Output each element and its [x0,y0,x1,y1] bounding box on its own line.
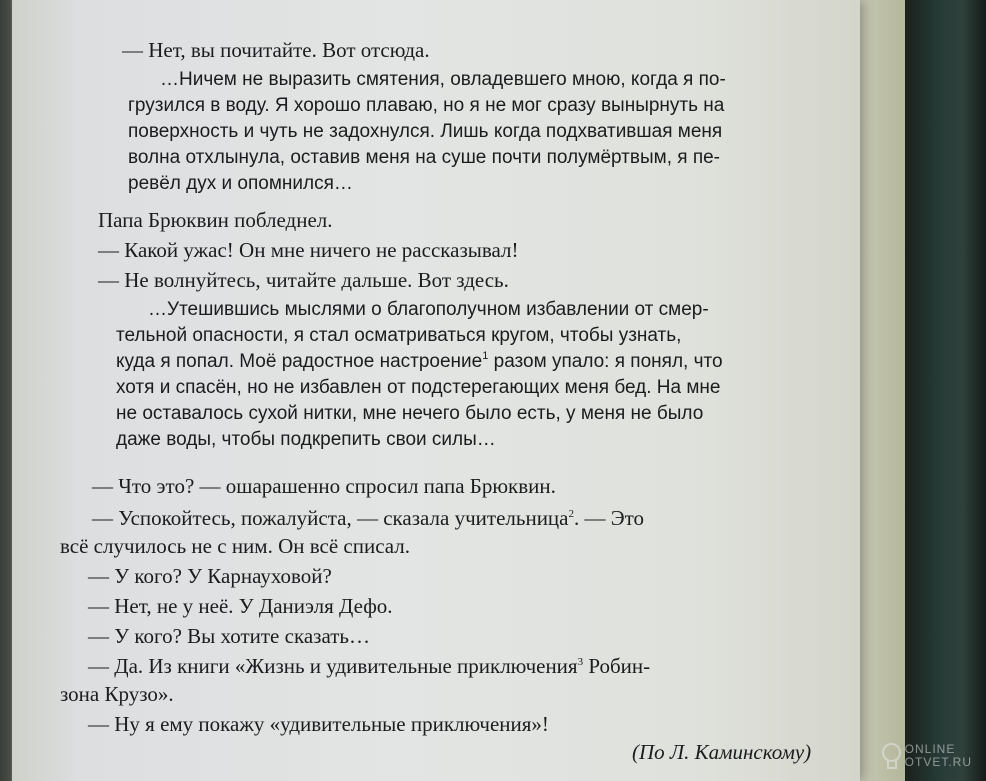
text-line: грузился в воду. Я хорошо плаваю, но я не мог сразу вынырнуть на [128,95,725,116]
watermark [881,743,972,769]
text-line: — У кого? Вы хотите сказать… [88,624,370,648]
text-line: — Да. Из книги «Жизнь и удивительные приключения$^3$ Робин- [88,654,651,678]
text-line: — У кого? У Карнауховой? [88,564,332,588]
text-line: волна отхлынула, оставив меня на суше почти полумёртвым, я пе- [128,147,720,168]
text-line: всё случилось не с ним. Он всё списал. [60,534,411,558]
text-line: хотя и спасён, но не избавлен от подстерегающих меня бед. На мне [116,377,721,398]
text-line: не оставалось сухой нитки, мне нечего было есть, у меня не было [116,403,704,424]
text-line: ревёл дух и опомнился… [128,173,353,194]
text-line: — Нет, вы почитайте. Вот отсюда. [122,38,430,62]
watermark-line1: ONLINE [904,741,956,756]
text-line: — Нет, не у неё. У Даниэля Дефо. [88,594,393,618]
text-line: даже воды, чтобы подкрепить свои силы… [116,429,496,450]
book-spine [905,0,986,781]
footnote-marker: 1 [482,350,489,362]
text-line: куда я попал. Моё радостное настроение$^1$ разом упало: я понял, что [116,350,723,372]
watermark-line2: OTVET.RU [904,754,972,769]
footnote-marker: 3 [577,656,584,668]
text-line: поверхность и чуть не задохнулся. Лишь когда подхватившая меня [128,121,723,142]
text-line: Папа Брюквин побледнел. [98,208,333,232]
book-page [12,0,860,781]
text-line: — Ну я ему покажу «удивительные приключения»! [88,712,549,736]
attribution: (По Л. Каминскому) [632,740,812,764]
footnote-marker: 2 [568,508,574,520]
text-line: …Ничем не выразить смятения, овладевшего мною, когда я по- [160,69,726,90]
text-line: — Не волнуйтесь, читайте дальше. Вот здесь. [98,268,509,292]
text-line: зона Крузо». [60,682,174,706]
text-line: тельной опасности, я стал осматриваться кругом, чтобы узнать, [116,325,682,346]
text-line: — Успокойтесь, пожалуйста, — сказала учительница$^2$. — Это [92,506,645,530]
lightbulb-icon [881,743,899,769]
text-line: …Утешившись мыслями о благополучном избавлении от смер- [148,299,709,320]
text-line: — Какой ужас! Он мне ничего не рассказывал! [98,238,519,262]
text-line: — Что это? — ошарашенно спросил папа Брюквин. [92,474,556,498]
